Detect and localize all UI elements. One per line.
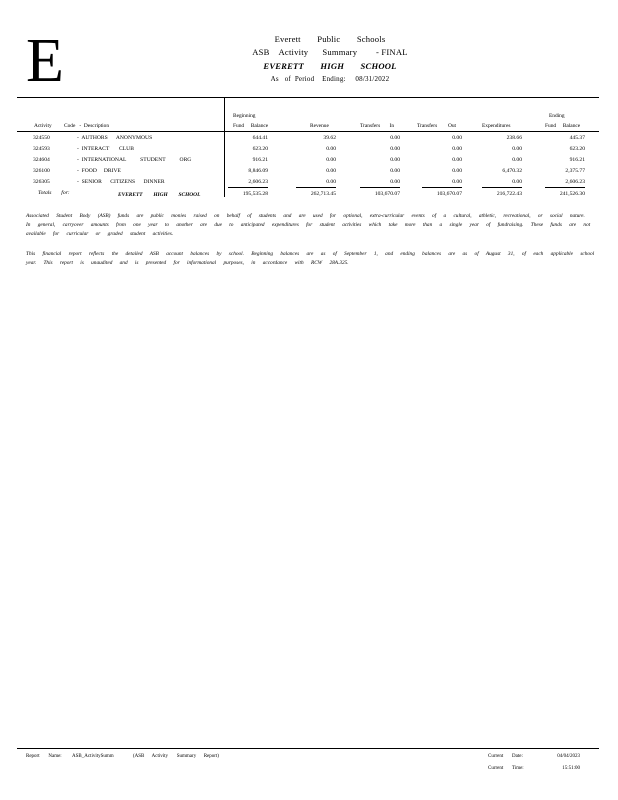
subtotal-line-expenditures bbox=[482, 187, 522, 188]
col-expenditures: Expenditures bbox=[482, 123, 511, 129]
cell-end: 2,375.77 bbox=[565, 168, 585, 174]
report-note: This financial report reflects the detailed ASB account balances by school. Beginning balances are as of September 1, and ending balances are as of August 31, of each applicable school year. This report is unaudited and is presented for informational purposes, in accordance with RCW 28A.325. bbox=[26, 251, 595, 266]
col-ending-bottom: Fund Balance bbox=[545, 123, 581, 129]
cell-end: 916.21 bbox=[569, 157, 585, 163]
subtotal-line-transfers-out bbox=[422, 187, 462, 188]
col-beginning-bottom: Fund Balance bbox=[233, 123, 269, 129]
col-activity: Activity bbox=[34, 123, 52, 129]
column-header-rule bbox=[17, 131, 599, 132]
current-date-value: 04/04/2023 bbox=[557, 754, 580, 759]
activity-description: - SENIOR CITIZENS DINNER bbox=[77, 179, 165, 185]
cell-tout: 0.00 bbox=[452, 135, 462, 141]
total-revenue: 262,713.45 bbox=[310, 191, 336, 197]
cell-beg: 916.21 bbox=[252, 157, 268, 163]
col-code-description: Code - Description bbox=[64, 123, 110, 129]
activity-description: - FOOD DRIVE bbox=[77, 168, 121, 174]
current-date-label: Current Date: bbox=[488, 754, 523, 759]
report-name-label: Report Name: bbox=[26, 754, 62, 759]
report-title: ASB Activity Summary - FINAL bbox=[252, 47, 408, 57]
col-transfers-out: Transfers Out bbox=[417, 123, 457, 129]
current-time-value: 15:51:00 bbox=[562, 766, 580, 771]
cell-beg: 644.41 bbox=[252, 135, 268, 141]
cell-exp: 0.00 bbox=[512, 157, 522, 163]
total-ending: 241,526.30 bbox=[559, 191, 585, 197]
activity-code: 326100 bbox=[33, 168, 50, 174]
header-rule bbox=[17, 97, 599, 98]
cell-rev: 0.00 bbox=[326, 168, 336, 174]
activity-description: - INTERNATIONAL STUDENT ORG bbox=[77, 157, 192, 163]
cell-exp: 0.00 bbox=[512, 179, 522, 185]
activity-code: 324550 bbox=[33, 135, 50, 141]
col-transfers-in: Transfers In bbox=[360, 123, 395, 129]
footer-rule bbox=[17, 748, 599, 749]
cell-tout: 0.00 bbox=[452, 168, 462, 174]
cell-exp: 6,470.32 bbox=[502, 168, 522, 174]
activity-description: - INTERACT CLUB bbox=[77, 146, 134, 152]
cell-exp: 0.00 bbox=[512, 146, 522, 152]
school-name-heading: EVERETT HIGH SCHOOL bbox=[263, 61, 397, 71]
cell-rev: 0.00 bbox=[326, 146, 336, 152]
report-title-district: Everett Public Schools bbox=[274, 34, 386, 44]
totals-label: Totals for: bbox=[38, 190, 70, 196]
cell-rev: 39.62 bbox=[323, 135, 336, 141]
cell-beg: 2,606.23 bbox=[248, 179, 268, 185]
cell-beg: 8,846.09 bbox=[248, 168, 268, 174]
report-description: (ASB Activity Summary Report) bbox=[133, 754, 219, 759]
district-letter-logo: E bbox=[26, 27, 64, 95]
col-revenue: Revenue bbox=[310, 123, 329, 129]
cell-tin: 0.00 bbox=[390, 168, 400, 174]
cell-end: 623.20 bbox=[569, 146, 585, 152]
asb-funds-note: Associated Student Body (ASB) funds are public monies raised on behalf of students and are used for optional, extra-curricular events of a cultural, athletic, recreational, or social nature. In general, carryover amounts from one year to another are due to anticipated expenditures for student activities which take more than a single year of fundraising. These funds are not available for curricular or graded student activities. bbox=[26, 213, 591, 237]
period-ending: As of Period Ending: 08/31/2022 bbox=[270, 75, 390, 83]
subtotal-line-revenue bbox=[296, 187, 336, 188]
cell-tin: 0.00 bbox=[390, 157, 400, 163]
subtotal-line-ending bbox=[545, 187, 585, 188]
cell-rev: 0.00 bbox=[326, 157, 336, 163]
total-beginning: 195,535.28 bbox=[242, 191, 268, 197]
cell-tin: 0.00 bbox=[390, 135, 400, 141]
activity-code: 324593 bbox=[33, 146, 50, 152]
cell-tout: 0.00 bbox=[452, 157, 462, 163]
cell-exp: 238.66 bbox=[506, 135, 522, 141]
total-expenditures: 216,722.43 bbox=[496, 191, 522, 197]
activity-code: 324604 bbox=[33, 157, 50, 163]
report-name-value: ASB_ActivitySumm bbox=[72, 754, 114, 759]
cell-tin: 0.00 bbox=[390, 179, 400, 185]
cell-tout: 0.00 bbox=[452, 146, 462, 152]
col-beginning-top: Beginning bbox=[233, 113, 256, 119]
cell-tout: 0.00 bbox=[452, 179, 462, 185]
current-time-label: Current Time: bbox=[488, 766, 524, 771]
activity-description: - AUTHORS ANONYMOUS bbox=[77, 135, 153, 141]
cell-rev: 0.00 bbox=[326, 179, 336, 185]
cell-end: 445.37 bbox=[569, 135, 585, 141]
totals-school: EVERETT HIGH SCHOOL bbox=[118, 192, 201, 198]
col-ending-top: Ending bbox=[549, 113, 565, 119]
total-transfers-out: 103,670.07 bbox=[436, 191, 462, 197]
cell-end: 2,606.23 bbox=[565, 179, 585, 185]
total-transfers-in: 103,670.07 bbox=[374, 191, 400, 197]
subtotal-line-transfers-in bbox=[360, 187, 400, 188]
subtotal-line-beginning bbox=[228, 187, 268, 188]
activity-code: 326305 bbox=[33, 179, 50, 185]
cell-tin: 0.00 bbox=[390, 146, 400, 152]
cell-beg: 623.20 bbox=[252, 146, 268, 152]
